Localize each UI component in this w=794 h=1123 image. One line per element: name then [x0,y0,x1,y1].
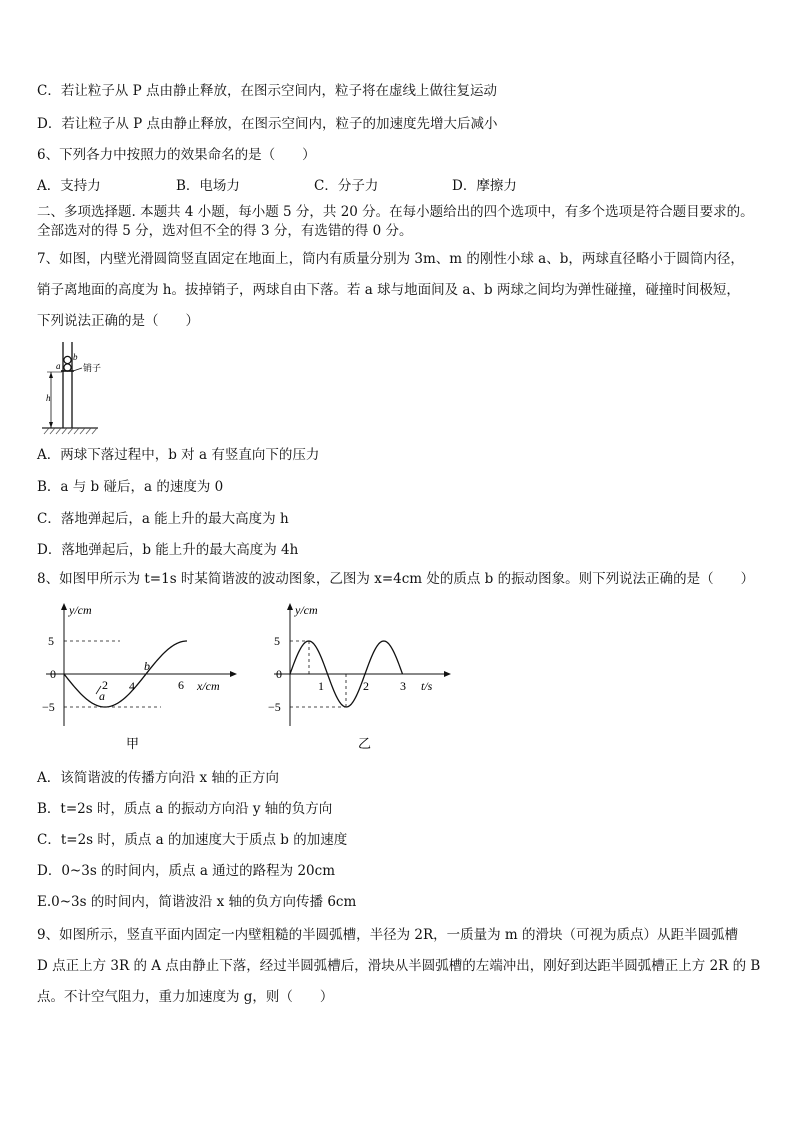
q7-fig-label-b: b [73,352,78,362]
q7-figure [38,338,102,436]
q8-jia-tick-y-0: 0 [50,667,56,681]
q8-yi-xlabel: t/s [421,679,433,693]
q8-yi-ylabel: y/cm [295,603,318,617]
q8-yi-tick-x-1: 1 [318,679,324,693]
q8-yi-tick-y-5: 5 [274,634,280,648]
q6-option-b: B．电场力 [176,178,240,194]
q6-stem: 6、下列各力中按照力的效果命名的是（ ） [37,147,316,163]
q8-jia-tick-x-6: 6 [178,678,184,692]
q8-jia-point-b: b [144,659,150,673]
q8-stem: 8、如图甲所示为 t=1s 时某简谐波的波动图象，乙图为 x=4cm 处的质点 b 的振动图象。则下列说法正确的是（ ） [37,571,755,587]
q7-option-b: B．a 与 b 碰后，a 的速度为 0 [37,479,224,495]
q9-stem-line1: 9、如图所示，竖直平面内固定一内壁粗糙的半圆弧槽，半径为 2R，一质量为 m 的滑块（可视为质点）从距半圆弧槽 [37,927,739,943]
q7-fig-label-h: h [46,393,51,403]
q7-fig-label-a: a [56,361,61,371]
q8-yi-caption: 乙 [358,736,372,751]
q8-jia-point-a: a [99,689,105,703]
q8-yi-tick-y-0: 0 [276,667,282,681]
q8-jia-tick-y-neg5: −5 [42,700,55,714]
q7-stem-line2: 销子离地面的高度为 h。拔掉销子，两球自由下落。若 a 球与地面间及 a、b 两球之间均为弹性碰撞，碰撞时间极短， [37,282,740,298]
q8-graph-jia [36,598,242,752]
q8-graph-yi [266,598,456,752]
q6-option-d: D．摩擦力 [452,178,517,194]
q5-option-d: D．若让粒子从 P 点由静止释放，在图示空间内，粒子的加速度先增大后减小 [37,116,498,132]
q8-option-c: C．t=2s 时，质点 a 的加速度大于质点 b 的加速度 [37,832,348,848]
q7-option-d: D．落地弹起后，b 能上升的最大高度为 4h [37,542,299,558]
q7-stem-line3: 下列说法正确的是（ ） [37,313,199,329]
q8-option-e: E.0~3s 的时间内，简谐波沿 x 轴的负方向传播 6cm [37,894,357,910]
q8-jia-tick-y-5: 5 [48,634,54,648]
section2-line1: 二、多项选择题. 本题共 4 小题，每小题 5 分，共 20 分。在每小题给出的四个选项中，有多个选项是符合题目要求的。 [37,204,754,220]
q8-yi-tick-x-2: 2 [363,679,369,693]
q9-stem-line2: D 点正上方 3R 的 A 点由静止下落，经过半圆弧槽后，滑块从半圆弧槽的左端冲出，刚好到达距半圆弧槽正上方 2R 的 B [37,958,761,974]
q7-option-c: C．落地弹起后，a 能上升的最大高度为 h [37,511,289,527]
q8-jia-tick-x-2: 2 [102,678,108,692]
q5-option-c: C．若让粒子从 P 点由静止释放，在图示空间内，粒子将在虚线上做往复运动 [37,83,497,99]
q7-stem-line1: 7、如图，内壁光滑圆筒竖直固定在地面上，筒内有质量分别为 3m、m 的刚性小球 a、b，两球直径略小于圆筒内径， [37,251,744,267]
q8-option-d: D．0~3s 的时间内，质点 a 通过的路程为 20cm [37,863,335,879]
q6-option-a: A．支持力 [37,178,101,194]
q8-option-b: B．t=2s 时，质点 a 的振动方向沿 y 轴的负方向 [37,801,333,817]
q8-jia-ylabel: y/cm [69,603,92,617]
q6-option-c: C．分子力 [314,178,379,194]
q8-yi-tick-x-3: 3 [400,679,406,693]
q8-jia-caption: 甲 [126,736,140,751]
q7-option-a: A．两球下落过程中，b 对 a 有竖直向下的压力 [37,447,320,463]
section2-line2: 全部选对的得 5 分，选对但不全的得 3 分，有选错的得 0 分。 [37,223,413,239]
q7-fig-label-pin: 销子 [83,363,102,373]
q8-yi-tick-y-neg5: −5 [268,700,281,714]
q8-option-a: A．该简谐波的传播方向沿 x 轴的正方向 [37,770,279,786]
q8-jia-tick-x-4: 4 [129,679,135,693]
q9-stem-line3: 点。不计空气阻力，重力加速度为 g，则（ ） [37,989,334,1005]
q8-jia-xlabel: x/cm [197,679,220,693]
